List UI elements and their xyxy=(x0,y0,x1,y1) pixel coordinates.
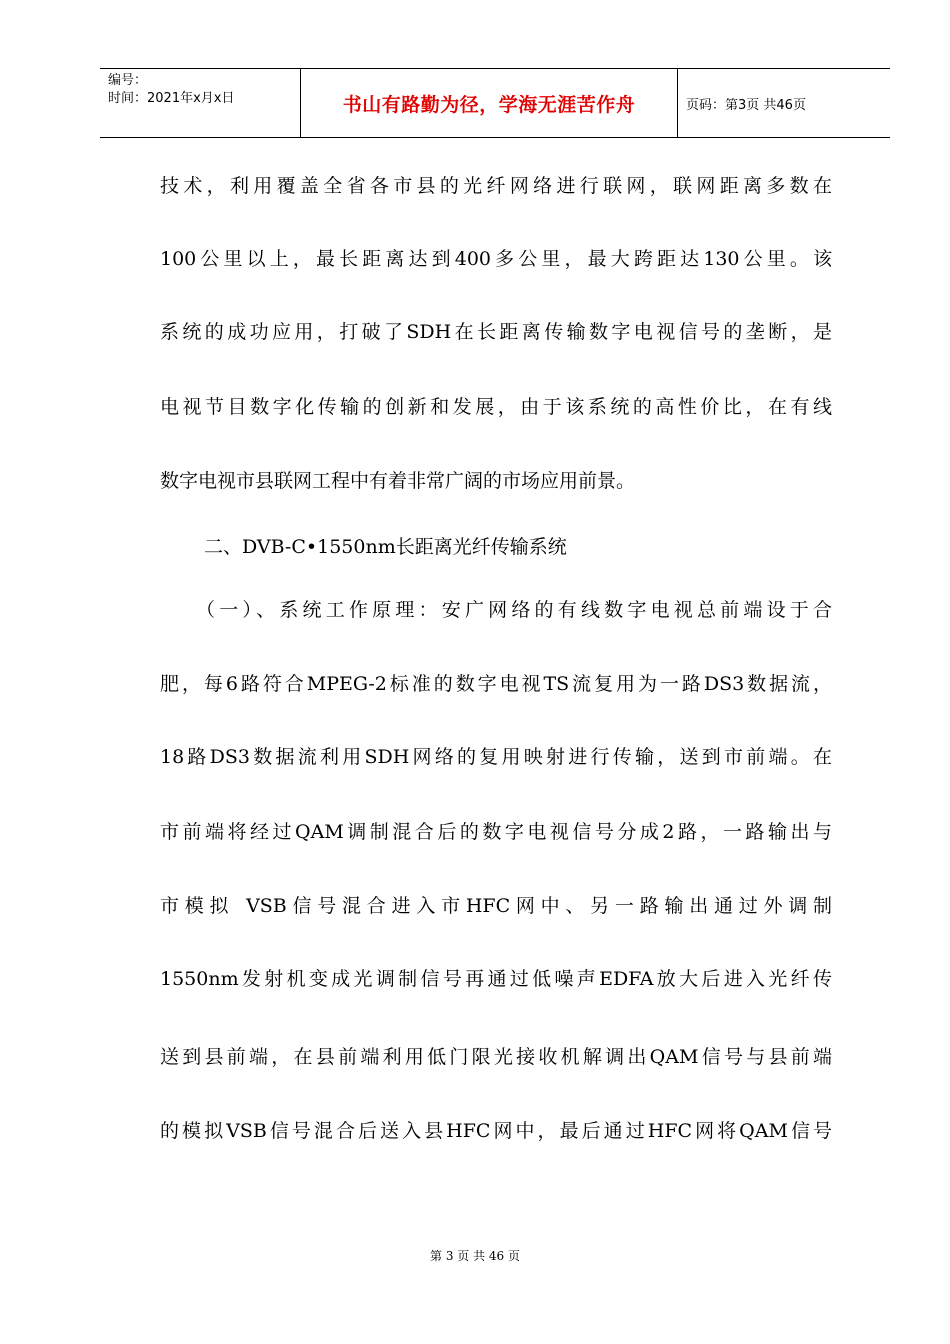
section-heading: 二、DVB-C•1550nm长距离光纤传输系统 xyxy=(204,536,567,558)
body-line: 肥，每6路符合MPEG-2标准的数字电视TS流复用为一路DS3数据流， xyxy=(160,673,832,695)
body-line: 技术，利用覆盖全省各市县的光纤网络进行联网，联网距离多数在 xyxy=(160,175,832,197)
body-line: （一）、系统工作原理：安广网络的有线数字电视总前端设于合 xyxy=(196,599,832,621)
motto-text: 书山有路勤为径，学海无涯苦作舟 xyxy=(342,93,636,116)
header-page-cell xyxy=(678,69,890,137)
page-header xyxy=(100,68,890,138)
header-motto-cell xyxy=(301,69,678,137)
header-page-info: 页码：第3页 共46页 xyxy=(686,97,806,113)
body-line: 送到县前端，在县前端利用低门限光接收机解调出QAM信号与县前端 xyxy=(160,1046,832,1068)
body-line: 数字电视市县联网工程中有着非常广阔的市场应用前景。 xyxy=(160,470,636,492)
body-line: 1550nm发射机变成光调制信号再通过低噪声EDFA放大后进入光纤传 xyxy=(160,968,832,990)
header-meta-cell xyxy=(100,69,301,137)
time-label: 时间：2021年x月x日 xyxy=(108,91,235,106)
body-line: 的模拟VSB信号混合后送入县HFC网中，最后通过HFC网将QAM信号 xyxy=(160,1120,832,1142)
serial-label: 编号： xyxy=(108,73,148,88)
body-line: 市前端将经过QAM调制混合后的数字电视信号分成2路，一路输出与 xyxy=(160,821,832,843)
body-line: 电视节目数字化传输的创新和发展，由于该系统的高性价比，在有线 xyxy=(160,396,832,418)
body-line: 系统的成功应用，打破了SDH在长距离传输数字电视信号的垄断，是 xyxy=(160,321,832,343)
body-line: 18路DS3数据流利用SDH网络的复用映射进行传输，送到市前端。在 xyxy=(160,746,832,768)
body-line: 100公里以上，最长距离达到400多公里，最大跨距达130公里。该 xyxy=(160,248,832,270)
body-line: 市模拟 VSB信号混合进入市HFC网中、另一路输出通过外调制 xyxy=(160,895,832,917)
page-footer: 第 3 页 共 46 页 xyxy=(430,1249,520,1263)
